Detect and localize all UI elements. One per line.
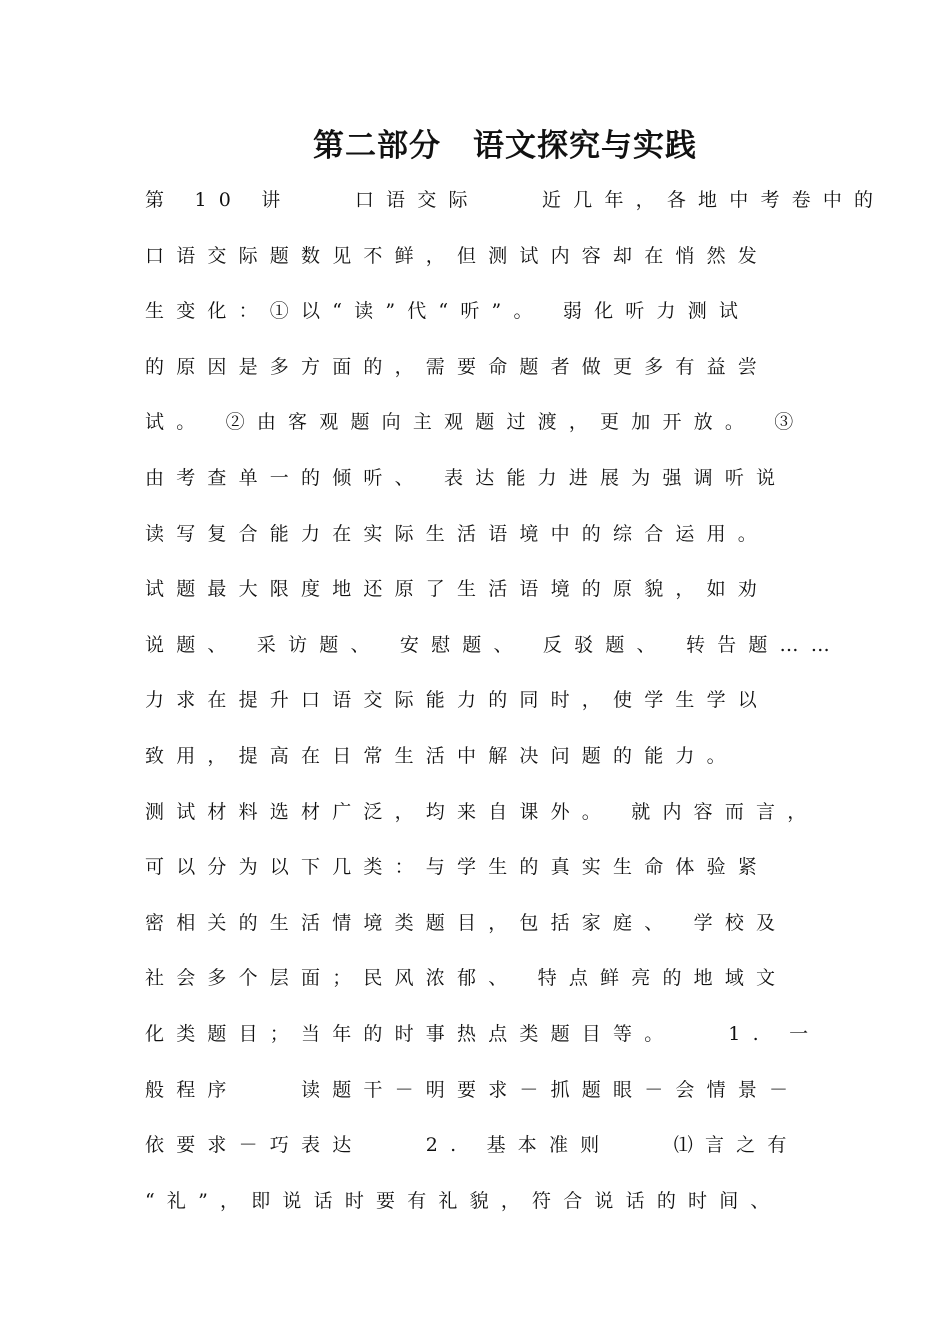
text-line: 说题、 采访题、 安慰题、 反驳题、 转告题…… <box>145 633 842 656</box>
text-line: 第 10 讲 口语交际 近几年，各地中考卷中的 <box>145 189 886 211</box>
text-line: 试题最大限度地还原了生活语境的原貌，如劝 <box>145 578 770 601</box>
text-line: 般程序 读题干－明要求－抓题眼－会情景－ <box>145 1078 801 1101</box>
text-line: 社会多个层面；民风浓郁、 特点鲜亮的地域文 <box>145 967 788 990</box>
text-line: 读写复合能力在实际生活语境中的综合运用。 <box>145 522 770 545</box>
text-line: 致用，提高在日常生活中解决问题的能力。 <box>145 744 738 767</box>
text-line: 生变化：①以“读”代“听”。 弱化听力测试 <box>145 300 751 323</box>
text-line: 密相关的生活情境类题目，包括家庭、 学校及 <box>145 911 788 934</box>
text-line: 测试材料选材广泛，均来自课外。 就内容而言， <box>145 800 819 823</box>
text-line: 由考查单一的倾听、 表达能力进展为强调听说 <box>145 466 788 489</box>
text-line: 力求在提升口语交际能力的同时，使学生学以 <box>145 689 770 712</box>
text-line: “礼”，即说话时要有礼貌，符合说话的时间、 <box>145 1189 782 1212</box>
text-line: 依要求－巧表达 2. 基本准则 ⑴言之有 <box>145 1134 799 1157</box>
text-line: 化类题目；当年的时事热点类题目等。 1. 一 <box>145 1022 821 1045</box>
body-text <box>145 180 886 1236</box>
text-line: 可以分为以下几类：与学生的真实生命体验紧 <box>145 856 770 879</box>
text-line: 口语交际题数见不鲜，但测试内容却在悄然发 <box>145 244 770 267</box>
text-line: 的原因是多方面的，需要命题者做更多有益尝 <box>145 355 770 378</box>
text-line: 试。 ②由客观题向主观题过渡，更加开放。 ③ <box>145 411 806 434</box>
page-title: 第二部分 语文探究与实践 <box>313 128 697 164</box>
